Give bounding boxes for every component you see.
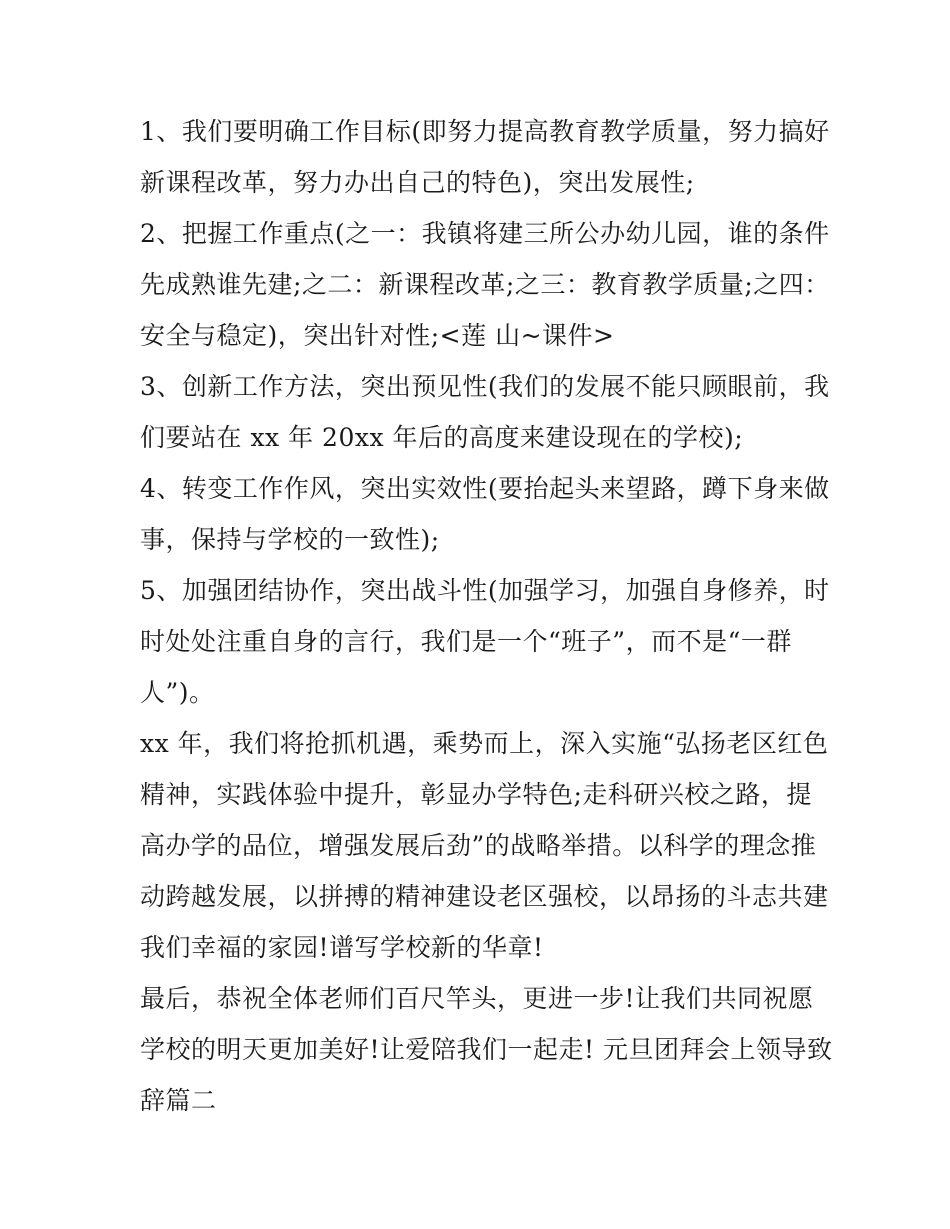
text-line: 精神，实践体验中提升，彰显办学特色;走科研兴校之路，提 [140, 780, 812, 809]
text-line: 事，保持与学校的一致性); [140, 525, 440, 554]
text-line: 先成熟谁先建;之二：新课程改革;之三：教育教学质量;之四： [140, 270, 830, 299]
text-line: 们要站在 xx 年 20xx 年后的高度来建设现在的学校); [140, 423, 744, 452]
text-line: 动跨越发展，以拼搏的精神建设老区强校，以昂扬的斗志共建 [140, 882, 829, 911]
text-line: 高办学的品位，增强发展后劲”的战略举措。以科学的理念推 [140, 831, 817, 860]
text-line: 3、创新工作方法，突出预见性(我们的发展不能只顾眼前，我 [140, 372, 830, 401]
text-line: 4、转变工作作风，突出实效性(要抬起头来望路，蹲下身来做 [140, 474, 830, 503]
text-line: 辞篇二 [140, 1086, 217, 1115]
text-line: xx 年，我们将抢抓机遇，乘势而上，深入实施“弘扬老区红色 [140, 729, 829, 758]
text-line: 1、我们要明确工作目标(即努力提高教育教学质量，努力搞好 [140, 117, 830, 146]
text-line: 安全与稳定)，突出针对性;<莲 山~课件> [140, 321, 615, 350]
text-line: 人”)。 [140, 678, 215, 707]
text-line: 最后，恭祝全体老师们百尺竿头，更进一步!让我们共同祝愿 [140, 984, 814, 1013]
document-body [140, 106, 833, 1126]
text-line: 5、加强团结协作，突出战斗性(加强学习，加强自身修养，时 [140, 576, 830, 605]
text-line: 新课程改革，努力办出自己的特色)，突出发展性; [140, 168, 695, 197]
text-line: 时处处注重自身的言行，我们是一个“班子”，而不是“一群 [140, 627, 792, 656]
text-line: 2、把握工作重点(之一：我镇将建三所公办幼儿园，谁的条件 [140, 219, 830, 248]
text-line: 学校的明天更加美好!让爱陪我们一起走! 元旦团拜会上领导致 [140, 1035, 833, 1064]
text-line: 我们幸福的家园!谱写学校新的华章! [140, 933, 544, 962]
